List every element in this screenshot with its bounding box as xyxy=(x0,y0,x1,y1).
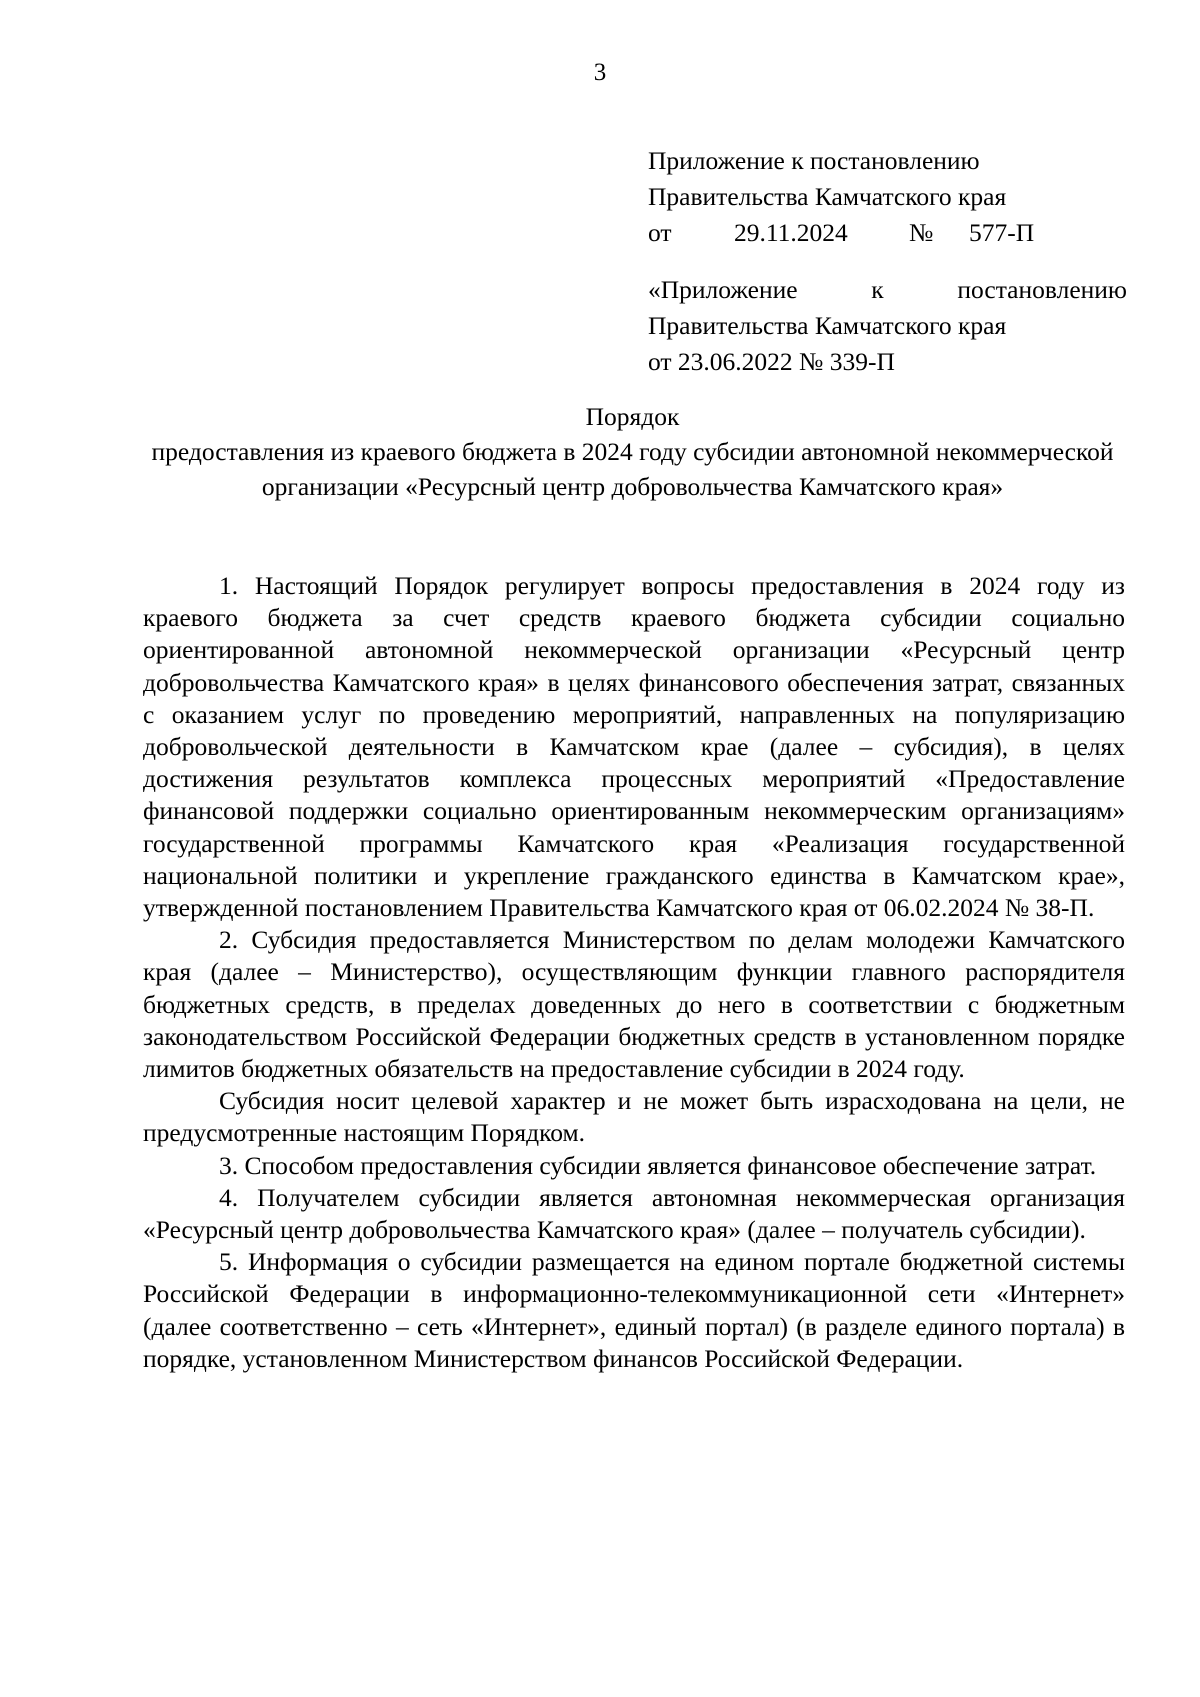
paragraph-5: 5. Информация о субсидии размещается на едином портале бюджетной системы Российской Федерации в информационно-телекоммуникационной сети «Интернет» (далее соответственно – сеть «Интернет», единый портал) (в разделе единого портала) в порядке, установленном Министерством финансов Российской Федерации. xyxy=(143,1247,1125,1373)
paragraph-4: 4. Получателем субсидии является автономная некоммерческая организация «Ресурсный центр добровольчества Камчатского края» (далее – получатель субсидии). xyxy=(143,1182,1125,1245)
annex-date: 29.11.2024 xyxy=(734,218,848,247)
annex-line-1: Приложение к постановлению xyxy=(648,146,980,175)
annex-date-prefix: от xyxy=(648,218,672,247)
document-title xyxy=(140,399,1125,504)
annex-number: 577-П xyxy=(969,218,1035,247)
annex-line-2: Правительства Камчатского края xyxy=(648,182,1007,211)
paragraph-3: 3. Способом предоставления субсидии является финансовое обеспечение затрат. xyxy=(219,1150,1097,1180)
annex-header xyxy=(648,143,1128,251)
title-heading: Порядок xyxy=(585,402,680,431)
paragraph-2-continued: Субсидия носит целевой характер и не может быть израсходована на цели, не предусмотренные настоящим Порядком. xyxy=(143,1086,1125,1148)
annex-date-row xyxy=(648,215,1128,251)
page-number: 3 xyxy=(593,59,607,86)
paragraph-2: 2. Субсидия предоставляется Министерством по делам молодежи Камчатского края (далее – Министерство), осуществляющим функции главного распорядителя бюджетных средств, в пределах доведенных до него в соответствии с бюджетным законодательством Российской Федерации бюджетных средств в установленном порядке лимитов бюджетных обязательств на предоставление субсидии в 2024 году. xyxy=(143,925,1125,1084)
paragraph-1: 1. Настоящий Порядок регулирует вопросы предоставления в 2024 году из краевого бюджета за счет средств краевого бюджета субсидии социально ориентированной автономной некоммерческой организации «Ресурсный центр добровольчества Камчатского края» в целях финансового обеспечения затрат, связанных с оказанием услуг по проведению мероприятий, направленных на популяризацию добровольческой деятельности в Камчатском крае (далее – субсидия), в целях достижения результатов комплекса процессных мероприятий «Предоставление финансовой поддержки социально ориентированным некоммерческим организациям» государственной программы Камчатского края «Реализация государственной национальной политики и укрепление гражданского единства в Камчатском крае», утвержденной постановлением Правительства Камчатского края от 06.02.2024 № 38-П. xyxy=(143,571,1125,923)
original-annex-line-2: Правительства Камчатского края xyxy=(648,311,1007,340)
original-annex-line-1: «Приложение к постановлению xyxy=(648,275,1127,304)
original-annex-header xyxy=(648,272,1127,380)
annex-number-sign: № xyxy=(909,218,934,247)
original-annex-line-3: от 23.06.2022 № 339-П xyxy=(648,347,895,376)
document-body xyxy=(143,570,1125,1375)
title-subtitle: предоставления из краевого бюджета в 2024 году субсидии автономной некоммерческой организации «Ресурсный центр добровольчества Камчатского края» xyxy=(151,437,1114,501)
